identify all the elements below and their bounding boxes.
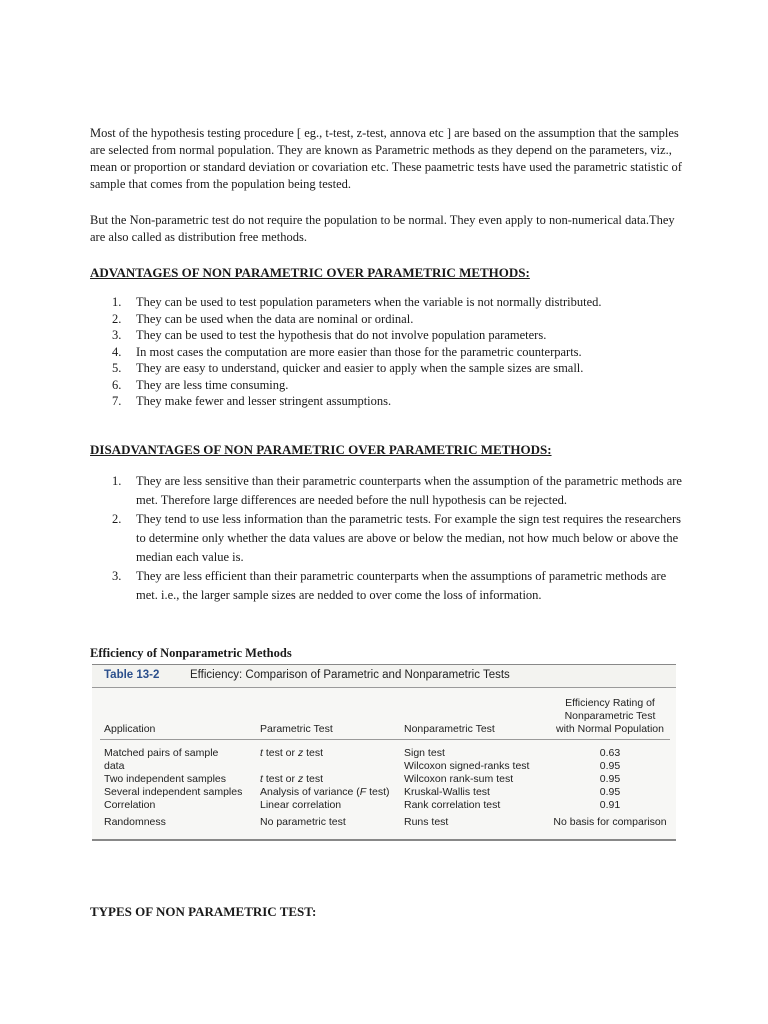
table-cell-nonparametric: Rank correlation test [404,799,501,811]
list-text: They are less sensitive than their parametric counterparts when the assumption of the parametric methods are met. Therefore large differences are needed before the null hypothesis can be rejected. [136,474,682,507]
table-cell-application: Randomness [104,816,166,828]
table-cell-efficiency: 0.95 [599,786,621,798]
math-symbol: z [297,747,304,759]
list-number: 6. [112,377,122,392]
disadvantages-heading: DISADVANTAGES OF NON PARAMETRIC OVER PARAMETRIC METHODS: [90,442,552,457]
table-title: Efficiency: Comparison of Parametric and Nonparametric Tests [190,669,510,681]
list-number: 4. [112,344,122,359]
rating-header-line: Efficiency Rating of [565,697,655,709]
list-item [90,327,682,344]
list-text: They can be used when the data are nominal or ordinal. [136,311,414,326]
table-cell-efficiency: 0.95 [599,773,621,785]
table-cell-parametric: t test or z test [260,773,324,785]
column-header-application: Application [104,723,156,735]
column-header-parametric: Parametric Test [260,723,333,735]
list-item [90,567,682,605]
list-number: 5. [112,361,122,375]
list-text: They are less efficient than their parametric counterparts when the assumptions of parametric methods are met. i.e., the larger sample sizes are nedded to over come the loss of information. [136,569,667,602]
list-text: They are less time consuming. [136,377,289,392]
table-cell-nonparametric: Kruskal-Wallis test [404,786,490,798]
table-cell-parametric: t test or z test [260,747,324,759]
list-text: They are easy to understand, quicker and easier to apply when the sample sizes are small. [136,361,584,375]
table-cell-nonparametric: Wilcoxon signed-ranks test [404,760,530,772]
table-id: Table 13-2 [104,669,160,681]
list-item [90,472,682,510]
math-symbol: t [260,747,263,759]
intro-paragraph-1: Most of the hypothesis testing procedure [ eg., t-test, z-test, annova etc ] are based on the assumption that the samples are selected from normal population. They are known as Parametric methods as they depend on the parameters, viz., mean or proportion or standard deviation or covariation etc. These paametric tests have used the parametric statistic of sample that comes from the population being tested. [90,126,682,191]
types-heading: TYPES OF NON PARAMETRIC TEST: [90,904,317,919]
table-cell-application: Matched pairs of sample [104,747,219,759]
list-item [90,360,682,377]
table-cell-parametric: Linear correlation [260,799,342,811]
list-text: They make fewer and lesser stringent assumptions. [136,394,392,408]
intro-paragraph-2: But the Non-parametric test do not require the population to be normal. They even apply to non-numerical data.They are also called as distribution free methods. [90,213,675,244]
rating-header-line: with Normal Population [556,723,664,735]
rating-header-line: Nonparametric Test [564,710,656,722]
list-number: 2. [112,311,122,326]
table-cell-parametric: Analysis of variance (F test) [260,786,390,798]
table-cell-efficiency: 0.91 [599,799,621,811]
table-cell-nonparametric: Sign test [404,747,445,759]
table-caption-bar [92,665,676,688]
list-text: They can be used to test the hypothesis that do not involve population parameters. [136,328,547,342]
list-number: 7. [112,394,122,408]
list-number: 2. [112,512,122,526]
header-divider [100,739,670,740]
table-cell-application: data [104,760,125,772]
disadvantages-list [90,472,682,605]
list-number: 3. [112,569,122,583]
list-number: 1. [112,474,122,488]
list-item [90,311,682,328]
table-cell-nonparametric: Runs test [404,816,449,828]
table-cell-efficiency: 0.63 [599,747,621,759]
advantages-heading: ADVANTAGES OF NON PARAMETRIC OVER PARAMETRIC METHODS: [90,265,530,280]
list-item [90,377,682,394]
table-cell-parametric: No parametric test [260,816,346,828]
list-text: They can be used to test population parameters when the variable is not normally distributed. [136,295,602,309]
column-header-rating [548,697,672,736]
table-cell-efficiency: No basis for comparison [553,816,667,828]
efficiency-heading: Efficiency of Nonparametric Methods [90,646,292,660]
list-item [90,344,682,361]
list-item [90,510,682,567]
math-symbol: t [260,773,263,785]
table-cell-application: Several independent samples [104,786,243,798]
table-cell-efficiency: 0.95 [599,760,621,772]
table-cell-nonparametric: Wilcoxon rank-sum test [404,773,514,785]
column-header-nonparametric: Nonparametric Test [404,723,495,735]
list-text: They tend to use less information than the parametric tests. For example the sign test requires the researchers to determine only whether the data values are above or below the median, not how much below or above the median each value is. [136,512,681,564]
math-symbol: F [359,786,367,798]
table-cell-application: Correlation [104,799,156,811]
table-cell-application: Two independent samples [104,773,226,785]
math-symbol: z [297,773,304,785]
list-item [90,393,682,410]
list-number: 3. [112,328,122,342]
advantages-list [90,294,682,410]
list-text: In most cases the computation are more easier than those for the parametric counterparts. [136,344,582,359]
efficiency-table [92,664,676,841]
list-item [90,294,682,311]
list-number: 1. [112,295,122,309]
